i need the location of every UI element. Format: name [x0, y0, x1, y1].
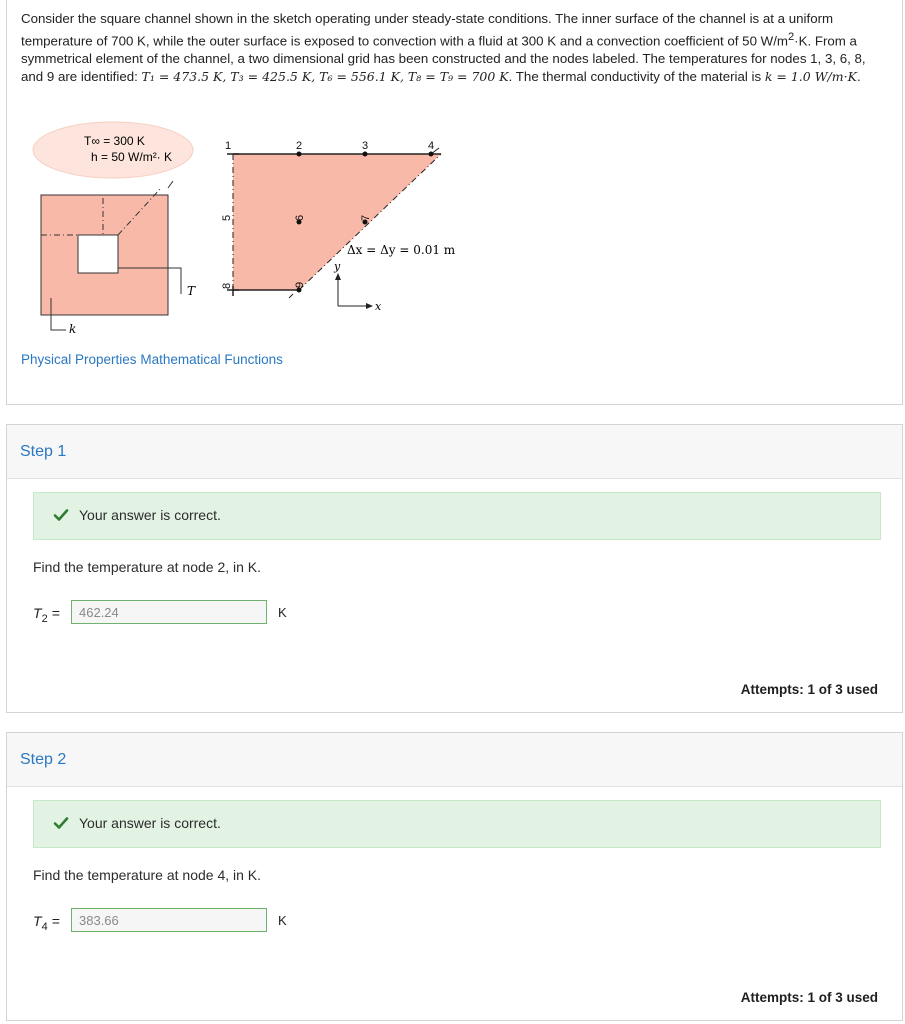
- step-2-card: [6, 732, 903, 1021]
- step-1-card: [6, 424, 903, 713]
- k-label: k: [69, 322, 77, 336]
- step-1-title[interactable]: Step 1: [20, 443, 67, 460]
- channel-inner: [78, 235, 118, 273]
- node-temperatures: T₁ = 473.5 K, T₃ = 425.5 K, T₆ = 556.1 K, T₈ = T₉ = 700 K: [141, 69, 509, 85]
- axis-x-label: x: [375, 300, 382, 313]
- physical-properties-link[interactable]: Physical Properties: [21, 352, 137, 367]
- node-label-4: 4: [428, 140, 435, 152]
- node-2-temperature-input[interactable]: [71, 600, 267, 624]
- channel-sketch-figure: [21, 118, 481, 338]
- resource-links: [21, 352, 283, 367]
- step-2-title[interactable]: Step 2: [20, 751, 67, 768]
- node-label-9: 9: [294, 281, 306, 288]
- node-label-3: 3: [362, 140, 369, 152]
- answer-variable: $T_2$ =: [33, 605, 60, 625]
- h-label: h = 50 W/m²· K: [91, 150, 173, 164]
- axis-y-label: y: [334, 260, 341, 273]
- node-label-8: 8: [221, 282, 233, 289]
- check-icon: [53, 507, 69, 523]
- step-1-header[interactable]: [7, 425, 902, 479]
- step-1-attempts: Attempts: 1 of 3 used: [740, 682, 878, 697]
- step-1-question: Find the temperature at node 2, in K.: [33, 559, 262, 575]
- t-label: T: [187, 284, 196, 298]
- answer-variable: $T_4$ =: [33, 913, 60, 933]
- conductivity-value: k = 1.0 W/m·K: [764, 69, 857, 85]
- step-2-feedback: [33, 800, 881, 848]
- step-1-feedback: [33, 492, 881, 540]
- check-icon: [53, 815, 69, 831]
- node-3: [363, 152, 368, 157]
- node-4: [429, 152, 434, 157]
- node-label-1: 1: [225, 140, 232, 152]
- problem-card: [6, 0, 903, 405]
- step-2-question: Find the temperature at node 4, in K.: [33, 867, 262, 883]
- answer-unit: K: [278, 605, 287, 620]
- problem-statement: Consider the square channel shown in the sketch operating under steady-state conditions. The inner surface of the channel is at a uniform temperature of 700 K, while the outer surface is exposed to convection with a fluid at 300 K and a convection coefficient of 50 $W/m^2\cdot K$. From a symmetrical element of the channel, a two dimensional grid has been constructed and the nodes labeled. The temperatures for nodes 1, 3, 6, 8, and 9 are identified: T₁ = 473.5 K, T₃ = 425.5 K, T₆ = 556.1 K, T₈ = T₉ = 700 K. The thermal conductivity of the material is k = 1.0 W/m·K.: [21, 11, 866, 85]
- node-label-7: 7: [360, 214, 372, 221]
- node-label-6: 6: [294, 214, 306, 221]
- step-2-header[interactable]: [7, 733, 902, 787]
- node-label-5: 5: [221, 214, 233, 221]
- node-label-2: 2: [296, 140, 303, 152]
- feedback-text: Your answer is correct.: [79, 507, 221, 523]
- math-functions-link[interactable]: Mathematical Functions: [140, 352, 283, 367]
- step-2-attempts: Attempts: 1 of 3 used: [740, 990, 878, 1005]
- grid-spacing-label: Δx = Δy = 0.01 m: [347, 243, 456, 257]
- node-2: [297, 152, 302, 157]
- t-inf-label: T∞ = 300 K: [84, 134, 145, 148]
- answer-unit: K: [278, 913, 287, 928]
- node-4-temperature-input[interactable]: [71, 908, 267, 932]
- feedback-text: Your answer is correct.: [79, 815, 221, 831]
